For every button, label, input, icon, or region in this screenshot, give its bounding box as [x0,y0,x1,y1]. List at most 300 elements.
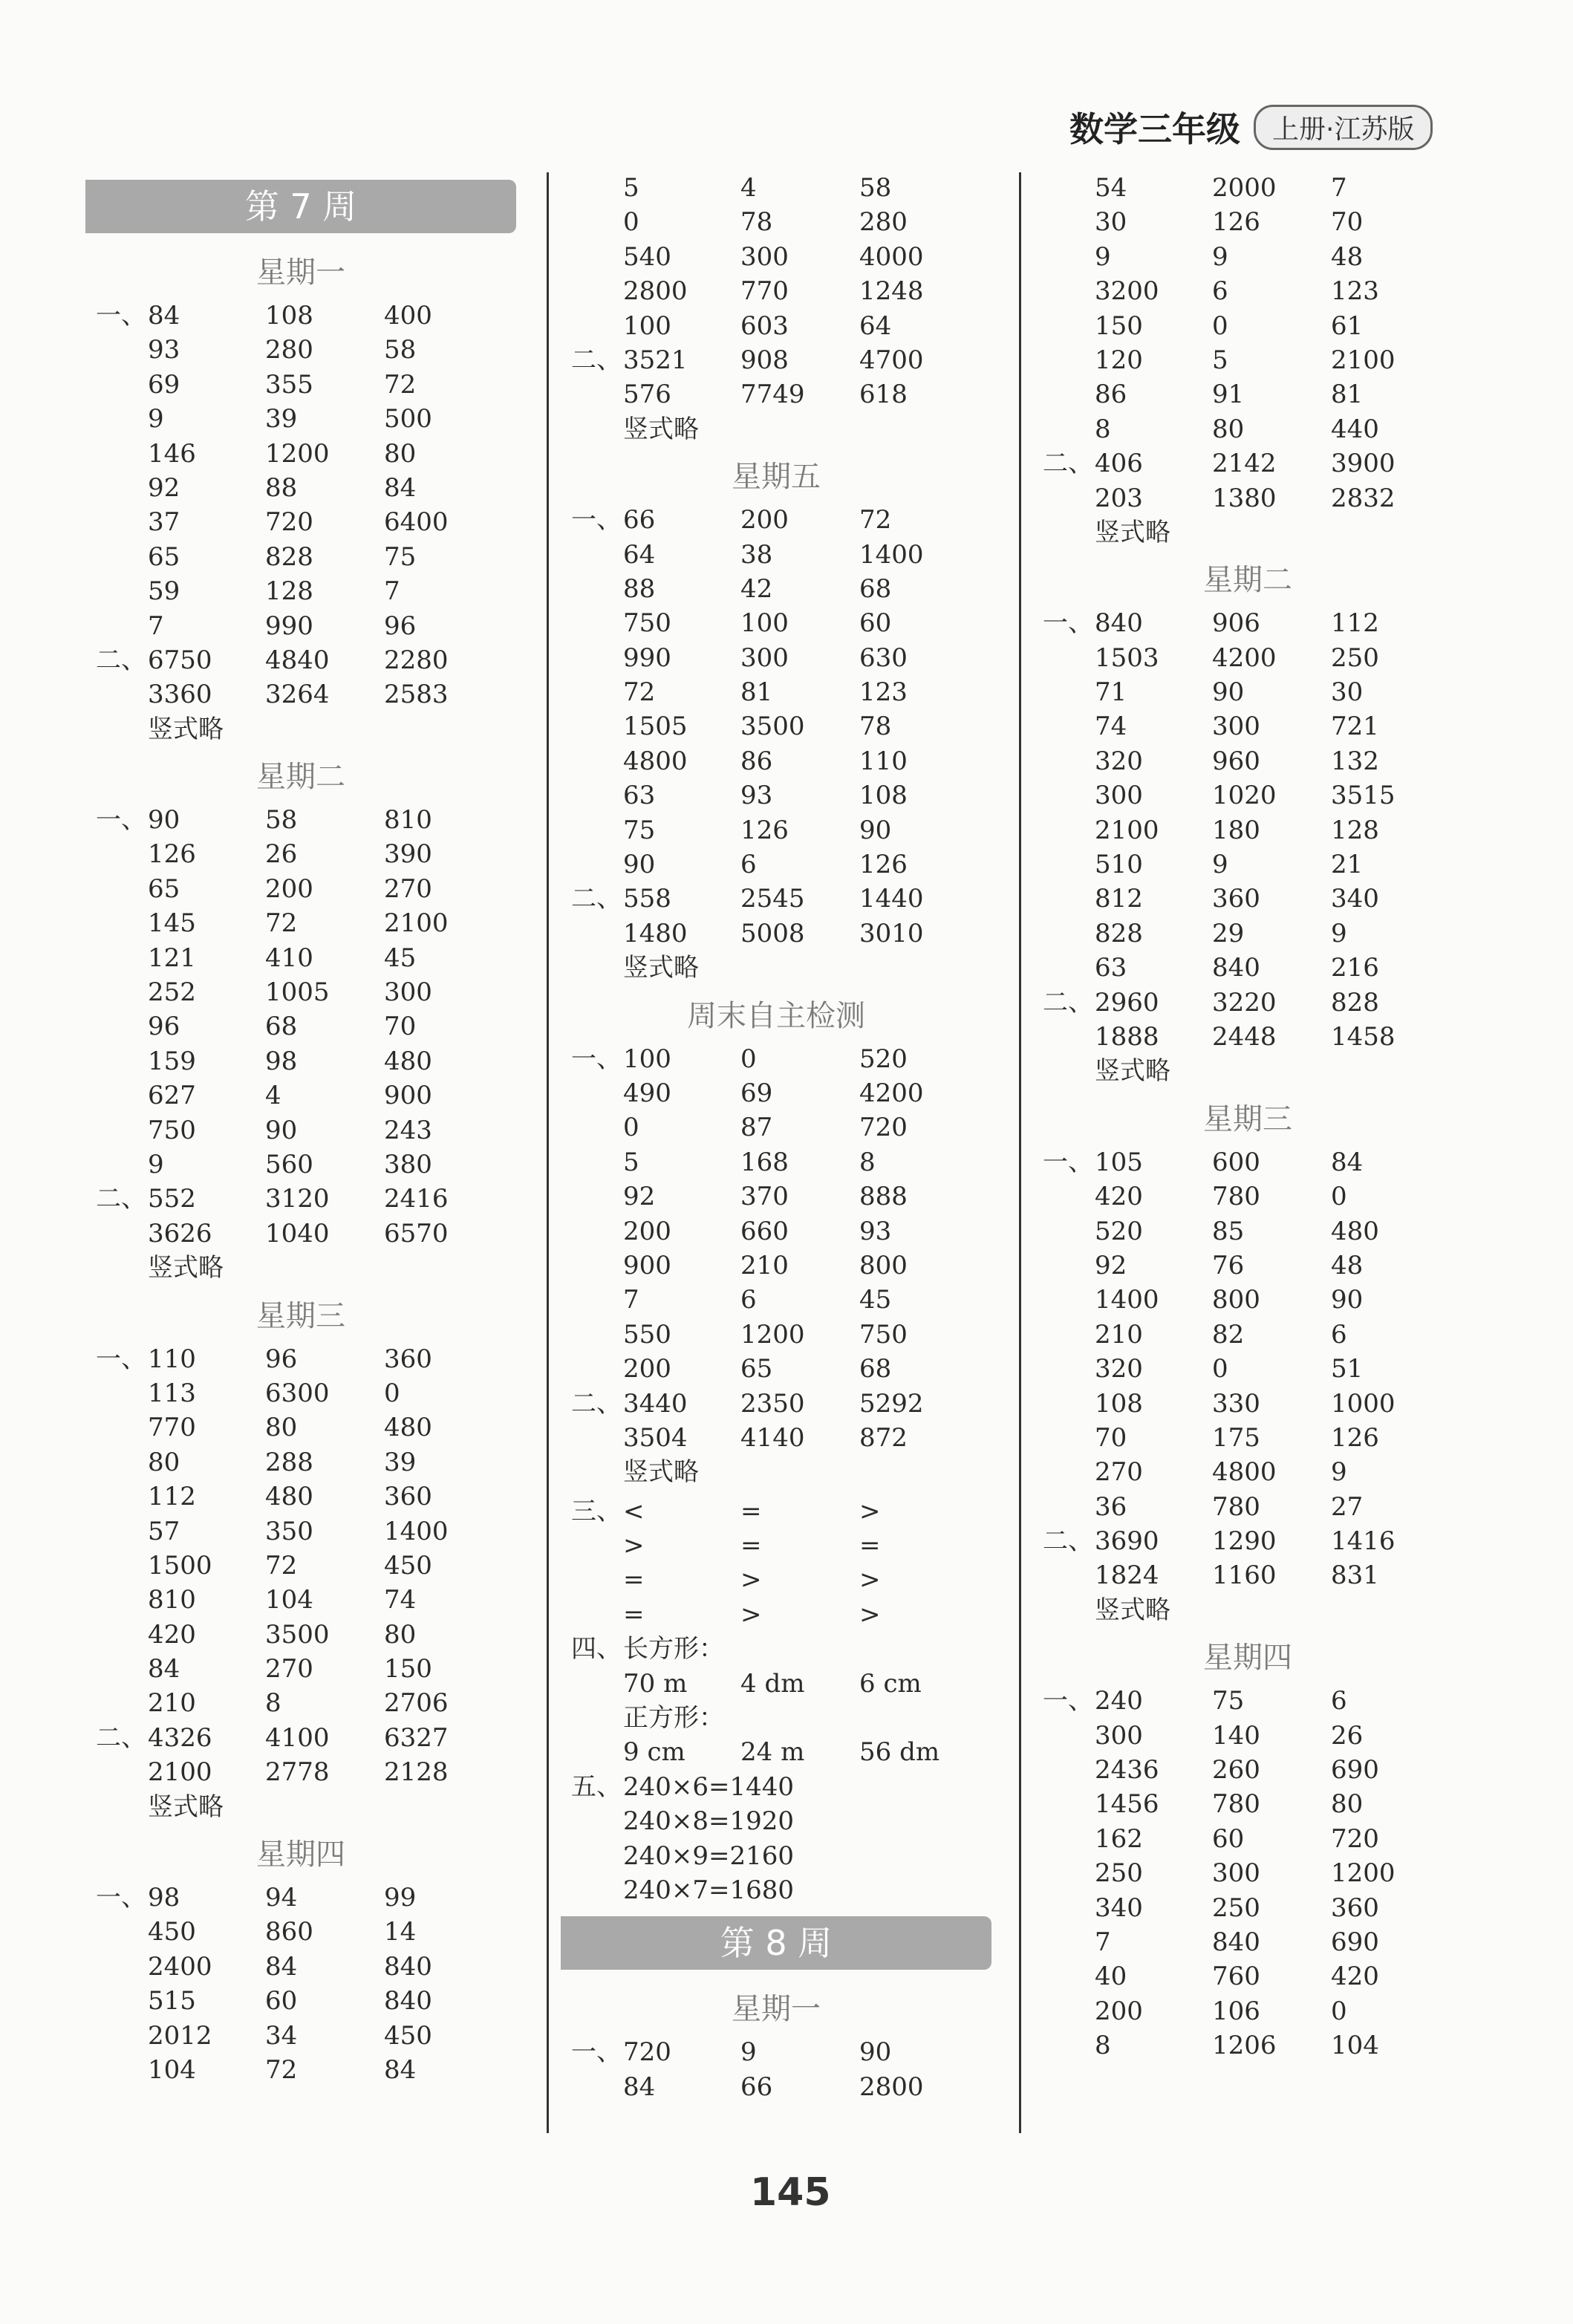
question-label [1032,1719,1095,1753]
answer-cell: 74 [384,1585,417,1615]
answer-cell: 108 [859,781,908,811]
answer-cell: 3626 [148,1218,212,1249]
answer-cell: 1200 [265,438,330,469]
answer-cell: 75 [1212,1686,1245,1716]
question-label [561,1179,623,1214]
answer-cell: 908 [740,345,789,375]
question-label [561,1249,623,1283]
question-label [561,309,623,343]
answer-cell: 112 [148,1482,196,1512]
answer-cell: 71 [1095,677,1127,708]
answer-cell: 1440 [859,884,924,914]
answer-cell: 560 [265,1149,313,1179]
answer-cell: 210 [148,1688,196,1719]
answer-cell: 600 [1212,1147,1260,1177]
vertical-omitted-note: 竖式略 [1095,517,1170,547]
answer-row [1032,778,1463,813]
answer-cell: 1160 [1212,1560,1277,1591]
answer-cell: 24 m [740,1737,805,1768]
answer-row [85,505,516,539]
answer-cell: 406 [1095,449,1143,479]
question-label [1032,778,1095,813]
answer-cell: 90 [265,1115,298,1145]
answer-cell: 3900 [1331,449,1395,479]
answer-cell: 145 [148,908,196,939]
answer-row [1032,2028,1463,2063]
answer-row [561,1873,991,1907]
answer-cell: 618 [859,380,908,410]
answer-cell: 104 [265,1585,313,1615]
answer-cell: > [859,1599,881,1630]
question-label [85,1078,148,1113]
answer-row [1032,1352,1463,1386]
question-label [1032,1387,1095,1421]
answer-cell: 250 [1095,1858,1143,1889]
question-label [1032,1856,1095,1890]
answer-cell: 64 [623,539,656,570]
answer-row [1032,1283,1463,1317]
answer-cell: 9 [148,1149,164,1179]
answer-section [561,451,991,985]
answer-cell: 90 [148,805,180,836]
question-label: 一、 [1043,608,1093,639]
question-label: 三、 [571,1496,622,1526]
answer-row [561,572,991,606]
question-label [85,906,148,940]
answer-row [1032,205,1463,239]
answer-cell: 65 [148,541,180,572]
question-label [1032,917,1095,951]
answer-cell: 126 [148,839,196,870]
question-label [85,402,148,436]
answer-section [561,990,991,1490]
answer-cell: > [740,1565,762,1595]
answer-cell: 162 [1095,1823,1143,1854]
answer-cell: > [623,1531,645,1561]
answer-row [561,1529,991,1563]
answer-cell: 210 [1095,1319,1143,1350]
answer-cell: 30 [1095,207,1127,238]
answer-cell: 4200 [1212,642,1277,673]
answer-cell: 123 [859,677,908,708]
question-label [85,609,148,643]
answer-cell: 146 [148,438,196,469]
answer-cell: 61 [1331,310,1364,341]
answer-row [85,609,516,643]
answer-cell [740,1804,859,1838]
answer-section [1032,1093,1463,1627]
answer-cell: 720 [623,2037,671,2068]
question-label [1032,709,1095,743]
answer-cell: 203 [1095,483,1143,513]
answer-cell: = [740,1531,762,1561]
vertical-omitted-note: 竖式略 [623,414,699,444]
answer-cell: 100 [623,1044,671,1074]
answer-cell: 5292 [859,1388,924,1419]
answer-row [85,1410,516,1445]
answer-row [1032,709,1463,743]
question-label [85,1217,148,1251]
answer-cell: 872 [859,1422,908,1453]
answer-row [85,1342,516,1376]
answer-row [85,1009,516,1044]
answer-cell: 7 [148,611,164,641]
vertical-omitted-note: 竖式略 [148,1253,224,1283]
answer-cell: 370 [740,1182,789,1212]
question-label [85,1113,148,1148]
answer-cell: 888 [859,1182,908,1212]
question-label [1032,377,1095,411]
answer-cell: 770 [148,1413,196,1443]
answer-cell: 1206 [1212,2031,1277,2061]
question-label [85,941,148,975]
answer-cell: 1416 [1331,1526,1395,1557]
answer-cell: 721 [1331,712,1379,742]
answer-row [561,205,991,239]
answer-cell: = [740,1496,762,1526]
answer-cell: 800 [859,1250,908,1280]
answer-cell: = [623,1565,645,1595]
answer-section [85,1290,516,1824]
answer-row [561,917,991,951]
answer-cell: 252 [148,977,196,1008]
question-label [561,2070,623,2104]
answer-row [561,2070,991,2104]
answer-cell: 21 [1331,850,1364,880]
answer-cell: 69 [148,369,180,400]
answer-cell: 3360 [148,680,212,710]
question-label [85,1984,148,2018]
answer-row [1032,446,1463,481]
answer-cell: 72 [265,2054,298,2085]
answer-cell: 2448 [1212,1021,1277,1052]
answer-cell: 216 [1331,953,1379,983]
question-label [561,641,623,675]
answer-row [561,503,991,537]
answer-row [1032,1020,1463,1054]
answer-cell: 112 [1331,608,1379,639]
answer-row [561,1179,991,1214]
question-label [1032,1020,1095,1054]
question-label [1032,1925,1095,1959]
answer-cell: 515 [148,1986,196,2017]
answer-cell: 4700 [859,345,924,375]
answer-cell: 3440 [623,1388,688,1419]
section-title: 星期二 [1203,563,1292,598]
question-label [561,847,623,882]
answer-cell: 900 [623,1250,671,1280]
answer-row [561,1598,991,1632]
answer-cell: 128 [1331,815,1379,845]
answer-row [85,1148,516,1182]
answer-cell: 5008 [740,918,805,948]
answer-cell: 3500 [265,1619,330,1650]
answer-cell: 80 [384,438,417,469]
answer-row [85,1514,516,1549]
answer-row [1032,1179,1463,1214]
answer-cell: 68 [859,573,892,604]
question-label [85,1376,148,1410]
answer-cell: 0 [1331,1182,1347,1212]
answer-cell: 2400 [148,1951,212,1982]
answer-cell: 828 [1095,918,1143,948]
answer-row [561,1421,991,1455]
answer-cell: 4140 [740,1422,805,1453]
column-divider [1019,172,1021,2133]
answer-cell: 99 [384,1883,417,1913]
question-label: 二、 [571,1388,622,1419]
answer-cell: 270 [1095,1457,1143,1488]
answer-cell: 510 [1095,850,1143,880]
answer-cell: 80 [148,1447,180,1477]
answer-cell: 1505 [623,712,688,742]
answer-cell: 126 [859,850,908,880]
answer-section [85,751,516,1285]
answer-cell: = [859,1531,881,1561]
question-label [1032,1179,1095,1214]
answer-cell: 72 [265,1550,298,1581]
answer-cell: 627 [148,1081,196,1111]
answer-cell: 5 [623,173,639,203]
answer-cell: 4100 [265,1722,330,1753]
answer-row [561,538,991,572]
answer-cell: > [859,1565,881,1595]
answer-cell: 5 [623,1147,639,1177]
question-label [1032,1421,1095,1455]
answer-cell: 0 [1212,310,1228,341]
answer-cell: 74 [1095,712,1127,742]
question-label [1032,675,1095,709]
answer-cell: 1248 [859,276,924,307]
answer-cell: 70 [1331,207,1364,238]
question-label: 五、 [571,1771,622,1802]
answer-cell: 990 [623,642,671,673]
answer-cell: 300 [1212,712,1260,742]
answer-row [561,847,991,882]
answer-cell [740,1701,859,1735]
answer-cell: 520 [859,1044,908,1074]
answer-row [561,1076,991,1110]
answer-column-2 [561,171,991,2109]
answer-cell: 2832 [1331,483,1395,513]
answer-cell: 300 [1095,1720,1143,1751]
vertical-omitted-note: 竖式略 [1095,1595,1170,1625]
answer-row [85,941,516,975]
answer-cell: 420 [148,1619,196,1650]
answer-cell: 320 [1095,1354,1143,1384]
question-label: 二、 [1043,449,1093,479]
answer-cell: 63 [623,781,656,811]
answer-cell: 3690 [1095,1526,1159,1557]
answer-cell: 770 [740,276,789,307]
answer-cell: 38 [740,539,773,570]
answer-cell: 正方形： [623,1703,724,1734]
question-label: 一、 [571,505,622,536]
answer-cell: 84 [265,1951,298,1982]
answer-row [85,471,516,505]
answer-cell: 490 [623,1078,671,1108]
answer-row [1032,274,1463,308]
answer-cell: 4 dm [740,1668,805,1699]
question-label [1032,847,1095,882]
answer-cell: 210 [740,1250,789,1280]
answer-cell [859,1839,978,1873]
answer-row [1032,309,1463,343]
answer-cell: 14 [384,1917,417,1947]
answer-cell: 76 [1212,1250,1245,1280]
question-label [1032,1318,1095,1352]
answer-row [1032,1387,1463,1421]
answer-cell: 840 [1212,1927,1260,1957]
answer-cell: 104 [1331,2031,1379,2061]
answer-cell: 5 [1212,345,1228,375]
page-number: 145 [750,2170,831,2215]
answer-cell: 1824 [1095,1560,1159,1591]
question-label [85,1044,148,1078]
answer-cell: 420 [1331,1962,1379,1992]
answer-cell: 603 [740,310,789,341]
question-label [1032,1214,1095,1249]
answer-cell: 69 [740,1078,773,1108]
answer-cell: 9 [1331,1457,1347,1488]
page-header [1069,102,1433,152]
answer-row [1032,675,1463,709]
question-label [1032,1891,1095,1925]
answer-cell: 0 [384,1378,400,1408]
answer-cell: 840 [1212,953,1260,983]
week-banner: 第 7 周 [85,180,516,233]
answer-cell: 450 [384,2020,432,2051]
answer-cell [740,1770,859,1804]
answer-cell: 552 [148,1184,196,1214]
answer-cell: 2436 [1095,1755,1159,1786]
answer-row [561,1249,991,1283]
question-label [561,1283,623,1317]
answer-cell: 540 [623,241,671,272]
answer-row [85,1755,516,1789]
answer-row [85,1618,516,1652]
answer-cell: 66 [623,505,656,536]
answer-row [85,402,516,436]
answer-row [85,1078,516,1113]
answer-cell: 300 [384,977,432,1008]
answer-row [561,1145,991,1179]
answer-cell: < [623,1496,645,1526]
answer-cell: 168 [740,1147,789,1177]
answer-cell: 330 [1212,1388,1260,1419]
answer-cell: 2416 [384,1184,449,1214]
answer-cell: 65 [740,1354,773,1384]
answer-cell: 270 [265,1654,313,1685]
answer-cell: 123 [1331,276,1379,307]
question-label: 二、 [571,345,622,375]
answer-cell: 6400 [384,507,449,538]
answer-row [85,1182,516,1216]
section-title: 星期三 [256,1298,345,1333]
question-label [561,1873,623,1907]
question-label [1032,1959,1095,1993]
answer-row [561,744,991,778]
answer-cell [859,1632,978,1666]
answer-cell: 64 [859,310,892,341]
answer-cell: 3515 [1331,781,1395,811]
answer-row [561,1387,991,1421]
answer-row [85,2053,516,2087]
answer-cell: 58 [384,335,417,365]
answer-cell: 780 [1212,1182,1260,1212]
answer-cell: 126 [740,815,789,845]
question-label [561,1563,623,1597]
answer-cell: 350 [265,1516,313,1546]
answer-cell: 1888 [1095,1021,1159,1052]
answer-cell: 660 [740,1216,789,1246]
answer-cell: 840 [384,1951,432,1982]
answer-cell: 78 [859,712,892,742]
answer-cell: 0 [1331,1996,1347,2026]
answer-row [1032,1318,1463,1352]
answer-cell: 1458 [1331,1021,1395,1052]
answer-cell: 720 [265,507,313,538]
question-label [1032,641,1095,675]
answer-row [561,240,991,274]
answer-cell: 98 [265,1046,298,1076]
question-label [1032,412,1095,446]
answer-cell: > [740,1599,762,1630]
question-label: 二、 [96,1184,146,1214]
answer-cell: 630 [859,642,908,673]
question-label: 二、 [1043,987,1093,1018]
answer-cell: 780 [1212,1789,1260,1820]
answer-row [1032,1455,1463,1489]
answer-cell: 121 [148,943,196,973]
answer-cell: 96 [384,611,417,641]
answer-row [1032,377,1463,411]
answer-cell: 7 [384,576,400,607]
answer-cell: 200 [623,1216,671,1246]
question-label [85,1950,148,1984]
answer-cell: 68 [859,1354,892,1384]
answer-row [85,540,516,574]
section-title: 星期四 [1203,1641,1292,1676]
answer-cell: 98 [148,1883,180,1913]
answer-cell: 4326 [148,1722,212,1753]
answer-cell: 1380 [1212,483,1277,513]
question-label [85,1583,148,1617]
answer-cell: 240×6=1440 [623,1771,795,1802]
answer-cell: 93 [859,1216,892,1246]
answer-cell: 175 [1212,1422,1260,1453]
answer-cell: 1040 [265,1218,330,1249]
answer-cell: 9 [740,2037,757,2068]
answer-cell: 1400 [1095,1285,1159,1315]
answer-cell: 6 [740,850,757,880]
answer-cell: 70 [384,1012,417,1042]
answer-row [561,1770,991,1804]
question-label [561,1076,623,1110]
question-label [85,1915,148,1949]
question-label: 一、 [96,805,146,836]
answer-cell: 355 [265,369,313,400]
answer-cell: 6300 [265,1378,330,1408]
answer-cell: 690 [1331,1927,1379,1957]
answer-cell: 480 [384,1413,432,1443]
answer-row [1032,882,1463,916]
answer-cell: 1480 [623,918,688,948]
answer-row [561,309,991,343]
question-label [85,1148,148,1182]
question-label: 一、 [571,1044,622,1074]
answer-cell: 828 [265,541,313,572]
